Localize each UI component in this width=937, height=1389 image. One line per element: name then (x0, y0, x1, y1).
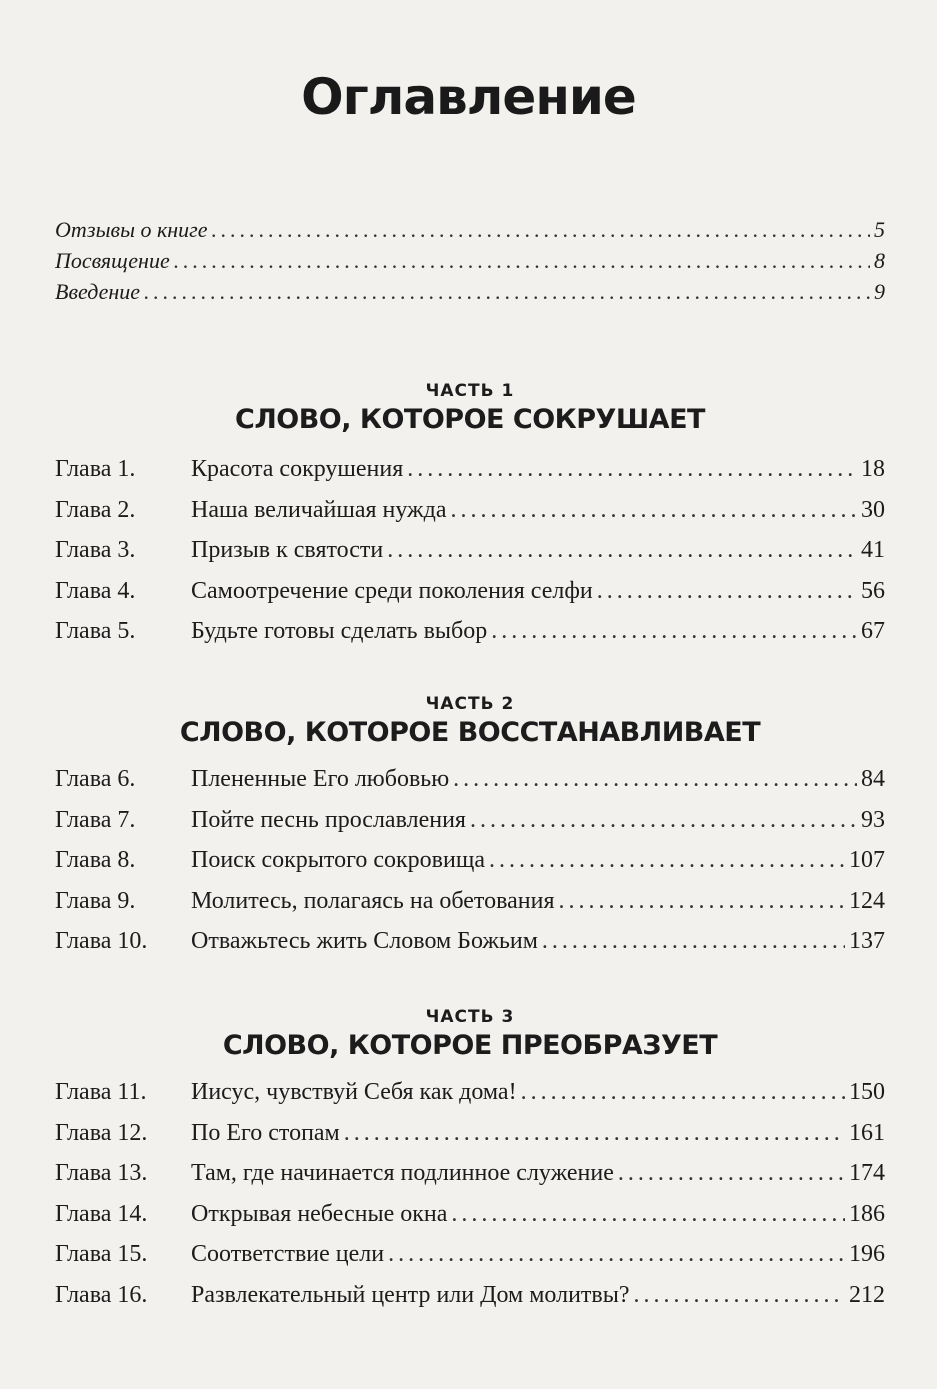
chapter-page: 196 (849, 1241, 885, 1267)
chapter-number: Глава 15. (55, 1241, 148, 1267)
chapter-title: Молитесь, полагаясь на обетования (191, 887, 555, 914)
toc-entry-chapter-3[interactable] (55, 530, 885, 571)
chapter-page: 30 (861, 496, 885, 523)
entry-page: 9 (874, 279, 885, 304)
chapter-title: Будьте готовы сделать выбор (191, 618, 488, 644)
chapter-page: 56 (861, 577, 885, 604)
chapter-page: 212 (849, 1281, 885, 1308)
chapter-number: Глава 9. (55, 887, 136, 914)
toc-entry-chapter-1[interactable] (55, 449, 885, 490)
dot-leader (387, 530, 857, 571)
dot-leader (491, 611, 857, 652)
chapter-number: Глава 1. (55, 456, 136, 482)
dot-leader (451, 1194, 845, 1235)
toc-entry-reviews[interactable] (55, 214, 885, 245)
chapter-title: Самоотречение среди поколения селфи (191, 577, 593, 604)
part-title: СЛОВО, КОТОРОЕ ПРЕОБРАЗУЕТ (222, 1030, 718, 1061)
chapter-number: Глава 11. (55, 1079, 147, 1105)
page-title: Оглавление (301, 68, 636, 126)
part-2 (55, 693, 885, 962)
chapter-number: Глава 4. (55, 577, 136, 604)
dot-leader (451, 490, 858, 531)
dot-leader (453, 759, 857, 800)
part-heading (55, 1006, 885, 1064)
part-heading (55, 693, 885, 751)
chapter-page: 41 (861, 537, 885, 563)
chapter-page: 67 (861, 618, 885, 644)
entry-page: 5 (874, 217, 885, 242)
chapter-page: 150 (849, 1079, 885, 1105)
entry-label: Посвящение (55, 248, 170, 273)
part-title: СЛОВО, КОТОРОЕ ВОССТАНАВЛИВАЕТ (179, 717, 761, 748)
chapter-title: Красота сокрушения (191, 456, 404, 482)
dot-leader (344, 1113, 845, 1154)
toc-entry-chapter-6[interactable] (55, 759, 885, 800)
toc-entry-chapter-2[interactable] (55, 490, 885, 531)
chapter-page: 161 (849, 1119, 885, 1146)
dot-leader (407, 449, 857, 490)
chapter-list (55, 449, 885, 652)
part-number: ЧАСТЬ 3 (425, 1007, 515, 1027)
chapter-list (55, 1072, 885, 1315)
chapter-number: Глава 13. (55, 1160, 148, 1186)
dot-leader (144, 276, 870, 307)
chapter-page: 174 (849, 1160, 885, 1186)
toc-entry-chapter-5[interactable] (55, 611, 885, 652)
toc-entry-chapter-11[interactable] (55, 1072, 885, 1113)
toc-entry-chapter-8[interactable] (55, 840, 885, 881)
chapter-title: По Его стопам (191, 1119, 340, 1146)
toc-entry-chapter-13[interactable] (55, 1153, 885, 1194)
chapter-number: Глава 10. (55, 928, 148, 954)
dot-leader (558, 881, 845, 922)
chapter-title: Призыв к святости (191, 537, 384, 563)
dot-leader (521, 1072, 845, 1113)
chapter-title: Соответствие цели (191, 1241, 385, 1267)
intro-list (55, 214, 885, 307)
part-number: ЧАСТЬ 1 (425, 381, 515, 401)
chapter-number: Глава 14. (55, 1200, 148, 1227)
dot-leader (634, 1275, 845, 1316)
chapter-number: Глава 8. (55, 847, 136, 873)
dot-leader (542, 921, 845, 962)
part-3 (55, 1006, 885, 1315)
chapter-number: Глава 2. (55, 496, 136, 523)
chapter-number: Глава 7. (55, 806, 136, 833)
chapter-number: Глава 6. (55, 766, 136, 792)
entry-label: Отзывы о книге (55, 217, 208, 242)
toc-entry-dedication[interactable] (55, 245, 885, 276)
chapter-title: Отважьтесь жить Словом Божьим (191, 928, 538, 954)
part-1 (55, 380, 885, 652)
part-title: СЛОВО, КОТОРОЕ СОКРУШАЕТ (235, 404, 705, 435)
toc-entry-chapter-12[interactable] (55, 1113, 885, 1154)
toc-entry-chapter-10[interactable] (55, 921, 885, 962)
chapter-title: Развлекательный центр или Дом молитвы? (191, 1281, 630, 1308)
chapter-page: 84 (861, 766, 885, 792)
toc-entry-chapter-4[interactable] (55, 571, 885, 612)
chapter-page: 93 (861, 806, 885, 833)
chapter-number: Глава 16. (55, 1281, 148, 1308)
chapter-page: 107 (849, 847, 885, 873)
chapter-page: 18 (861, 456, 885, 482)
part-heading (55, 380, 885, 438)
part-number: ЧАСТЬ 2 (425, 694, 515, 714)
entry-label: Введение (55, 279, 141, 304)
chapter-page: 124 (849, 887, 885, 914)
entry-page: 8 (874, 248, 885, 273)
chapter-title: Иисус, чувствуй Себя как дома! (191, 1079, 517, 1105)
toc-entry-chapter-9[interactable] (55, 881, 885, 922)
chapter-number: Глава 3. (55, 537, 136, 563)
dot-leader (489, 840, 845, 881)
chapter-page: 186 (849, 1200, 885, 1227)
chapter-title: Открывая небесные окна (191, 1200, 448, 1227)
chapter-title: Там, где начинается подлинное служение (191, 1160, 614, 1186)
dot-leader (618, 1153, 845, 1194)
toc-entry-chapter-16[interactable] (55, 1275, 885, 1316)
dot-leader (597, 571, 857, 612)
dot-leader (470, 800, 857, 841)
chapter-list (55, 759, 885, 962)
dot-leader (174, 245, 870, 276)
chapter-number: Глава 5. (55, 618, 136, 644)
dot-leader (388, 1234, 845, 1275)
chapter-title: Плененные Его любовью (191, 766, 450, 792)
chapter-number: Глава 12. (55, 1119, 148, 1146)
toc-entry-chapter-14[interactable] (55, 1194, 885, 1235)
chapter-title: Пойте песнь прославления (191, 806, 466, 833)
chapter-page: 137 (849, 928, 885, 954)
toc-entry-chapter-7[interactable] (55, 800, 885, 841)
toc-entry-chapter-15[interactable] (55, 1234, 885, 1275)
chapter-title: Поиск сокрытого сокровища (191, 847, 485, 873)
toc-entry-introduction[interactable] (55, 276, 885, 307)
dot-leader (212, 214, 870, 245)
chapter-title: Наша величайшая нужда (191, 496, 447, 523)
